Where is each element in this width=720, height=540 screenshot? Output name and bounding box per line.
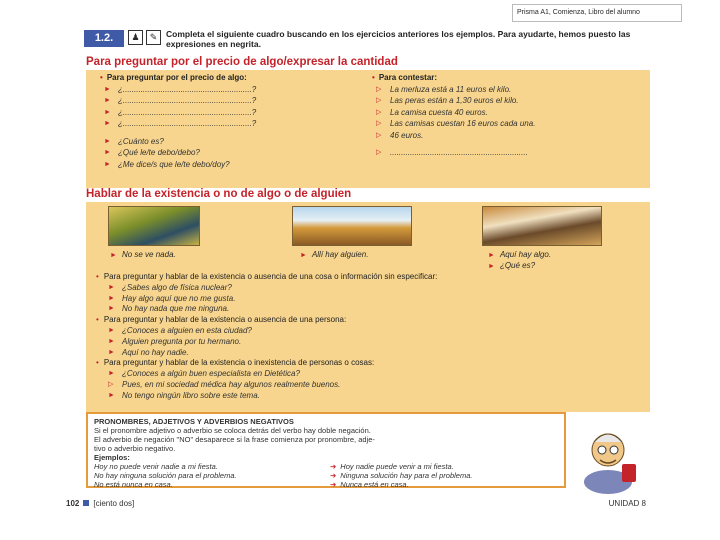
exercise-icons [128, 30, 162, 47]
list-item: ► Hay algo aquí que no me gusta. [108, 293, 236, 303]
illustration-desert [482, 206, 602, 246]
section1-title: Para preguntar por el precio de algo/expresar la cantidad [86, 56, 398, 68]
list-item: ► ¿Conoces a alguien en esta ciudad? [108, 325, 252, 335]
section1-panel [86, 70, 650, 188]
grammar-line: Si el pronombre adjetivo o adverbio se coloca detrás del verbo hay doble negación. [94, 426, 371, 435]
existence-explanations [96, 272, 644, 402]
list-item: ► ¿..........................................................? [104, 107, 257, 117]
list-item: ▷ La camisa cuesta 40 euros. [376, 107, 488, 117]
picture-caption: ► Allí hay alguien. [300, 250, 369, 259]
section2-panel [86, 202, 650, 412]
grammar-line: El adverbio de negación "NO" desaparece si la frase comienza por pronombre, adje- [94, 435, 375, 444]
professor-mascot-illustration [578, 420, 640, 498]
source-caption: Prisma A1, Comienza, Libro del alumno [512, 4, 682, 22]
list-item: ► ¿Sabes algo de física nuclear? [108, 282, 232, 292]
answer-heading: • Para contestar: [372, 73, 438, 82]
list-item: ► Alguien pregunta por tu hermano. [108, 336, 242, 346]
list-item: ▷ La merluza está a 11 euros el kilo. [376, 84, 512, 94]
list-item: ► No tengo ningún libro sobre este tema. [108, 390, 260, 400]
exercise-number: 1.2. [84, 30, 124, 47]
section2-title: Hablar de la existencia o no de algo o de alguien [86, 188, 352, 200]
explanation-bullet: • Para preguntar y hablar de la existencia o ausencia de una persona: [96, 315, 347, 325]
list-item: ► No hay nada que me ninguna. [108, 304, 230, 314]
exercise-instructions: Completa el siguiente cuadro buscando en los ejercicios anteriores los ejemplos. Para ayudarte, hemos puesto las expresiones en negrita. [166, 29, 631, 49]
picture-caption: ► No se ve nada. [110, 250, 176, 259]
example-row: No está nunca en casa. ➔ Nunca está en casa. [94, 480, 409, 489]
list-item: ► ¿..........................................................? [104, 96, 257, 105]
example-row: Hoy no puede venir nadie a mi fiesta. ➔ Hoy nadie puede venir a mi fiesta. [94, 462, 454, 471]
ask-price-column [100, 70, 368, 170]
picture-caption: ► Aquí hay algo. ► ¿Qué es? [488, 250, 552, 270]
list-item: ▷ .............................................................. [376, 148, 528, 157]
grammar-title: PRONOMBRES, ADJETIVOS Y ADVERBIOS NEGATIVOS [94, 417, 294, 426]
ask-price-heading: • Para preguntar por el precio de algo: [100, 73, 247, 82]
list-item: ► ¿Conoces a algún buen especialista en Dietética? [108, 369, 300, 379]
list-item: ► ¿..........................................................? [104, 119, 257, 128]
list-item: ▷ 46 euros. [376, 130, 424, 140]
list-item: ► ¿Cuánto es? [104, 136, 164, 146]
grammar-line: tivo o adverbio negativo. [94, 444, 176, 453]
grammar-box [86, 412, 566, 488]
list-item: ▷ Las peras están a 1,30 euros el kilo. [376, 96, 519, 105]
write-icon: ✎ [146, 30, 161, 45]
page-footer-left: 102 [ciento dos] [66, 499, 135, 508]
list-item: ► ¿Qué le/te debo/debo? [104, 148, 200, 157]
textbook-page [66, 22, 654, 516]
explanation-bullet: • Para preguntar y hablar de la existencia o ausencia de una cosa o información sin especificar: [96, 272, 438, 281]
answer-column [372, 70, 642, 159]
list-item: ▷ Pues, en mi sociedad médica hay algunos realmente buenos. [108, 379, 341, 389]
list-item: ► Aquí no hay nadie. [108, 347, 189, 357]
list-item: ► ¿Me dice/s que le/te debo/doy? [104, 159, 230, 169]
illustration-landscape [292, 206, 412, 246]
illustration-man-searching [108, 206, 200, 246]
explanation-bullet: • Para preguntar y hablar de la existencia o inexistencia de personas o cosas: [96, 358, 375, 368]
list-item: ▷ Las camisas cuestan 16 euros cada una. [376, 119, 536, 128]
page-footer-unit: UNIDAD 8 [608, 499, 646, 508]
people-icon: ♟ [128, 30, 143, 45]
examples-label: Ejemplos: [94, 453, 130, 462]
example-row: No hay ninguna solución para el problema. ➔ Ninguna solución hay para el problema. [94, 471, 473, 480]
list-item: ► ¿..........................................................? [104, 84, 257, 94]
